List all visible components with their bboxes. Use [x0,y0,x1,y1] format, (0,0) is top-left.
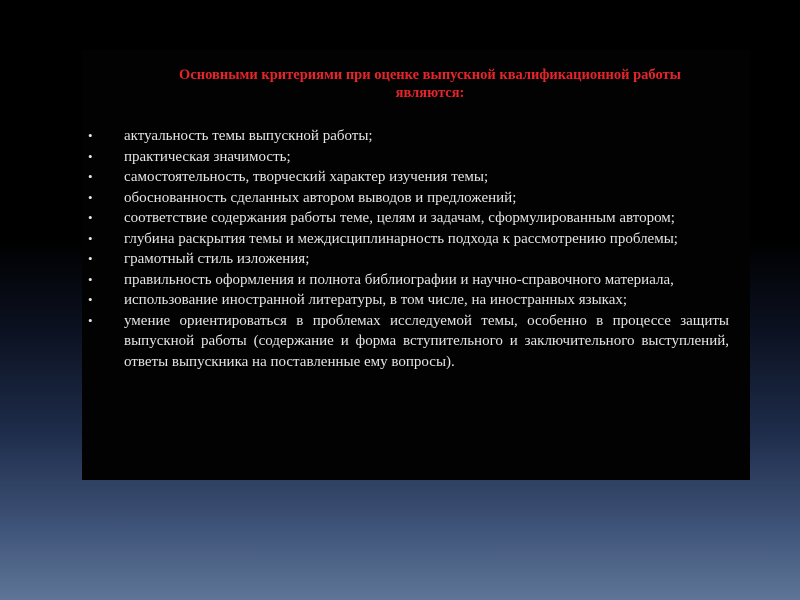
criteria-text: актуальность темы выпускной работы; [124,128,373,144]
criteria-text: правильность оформления и полнота библиографии и научно-справочного материала, [124,271,674,288]
bullet-icon: • [88,148,93,164]
criteria-text: обоснованность сделанных автором выводов и предложений; [124,189,517,206]
criteria-item [88,270,729,291]
criteria-list [88,126,729,372]
bullet-icon: • [88,128,93,143]
criteria-text: практическая значимость; [124,148,291,165]
bullet-icon: • [88,251,93,266]
criteria-item [88,249,729,270]
criteria-text: использование иностранной литературы, в том числе, на иностранных языках; [124,292,628,308]
criteria-item [88,126,729,147]
criteria-text: грамотный стиль изложения; [124,251,310,267]
bullet-icon: • [88,230,93,246]
criteria-item [88,208,729,229]
bullet-icon: • [88,189,93,205]
criteria-text: соответствие содержания работы теме, целям и задачам, сформулированным автором; [124,210,675,226]
bullet-icon: • [88,169,93,184]
criteria-item [88,167,729,188]
criteria-item [88,311,729,373]
bullet-icon: • [88,312,93,328]
criteria-item [88,290,729,311]
criteria-text: самостоятельность, творческий характер изучения темы; [124,169,489,185]
bullet-icon: • [88,292,93,307]
criteria-text: глубина раскрытия темы и междисциплинарность подхода к рассмотрению проблемы; [124,230,678,247]
bullet-icon: • [88,271,93,287]
heading-line-2: являются: [395,85,465,101]
criteria-item [88,188,729,209]
criteria-item [88,229,729,250]
criteria-text: умение ориентироваться в проблемах исследуемой темы, особенно в процессе защиты выпускной работы (содержание и форма вступительного и заключительного выступлений, ответы выпускника на поставленные ему вопросы). [124,312,729,370]
heading-line-1: Основными критериями при оценке выпускной квалификационной работы [179,67,681,83]
bullet-icon: • [88,210,93,225]
slide-heading [130,66,730,102]
criteria-item [88,147,729,168]
